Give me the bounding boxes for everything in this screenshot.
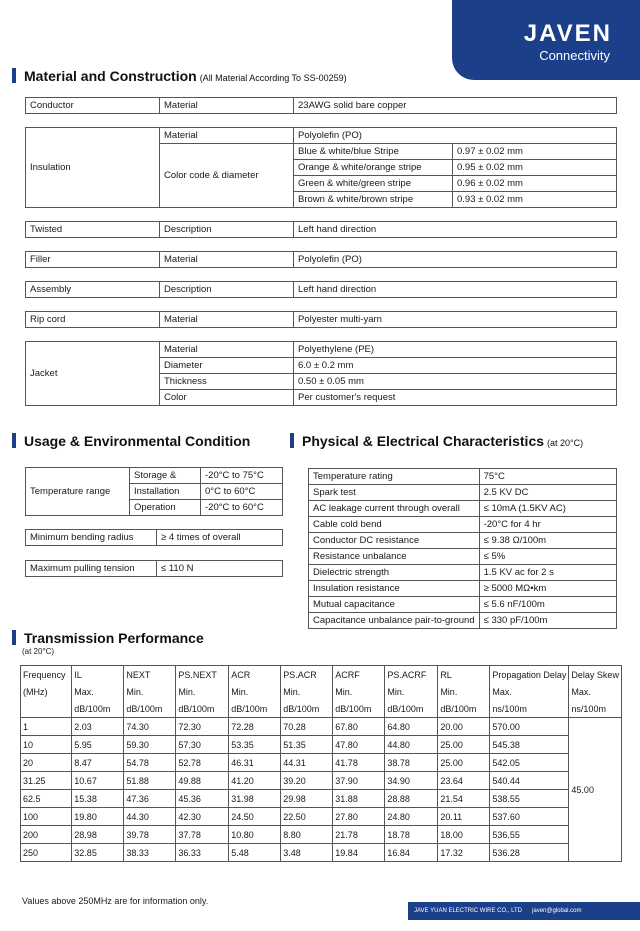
table-row: Insulation Material Polyolefin (PO) (26, 128, 617, 144)
table-row: Temperature rating 75°C (309, 469, 617, 485)
table-row: Conductor Material 23AWG solid bare copper (26, 98, 617, 114)
transmission-table (20, 665, 622, 862)
table-row: Temperature range Storage & -20°C to 75°C (26, 468, 283, 484)
table-row: 1 2.03 74.30 72.30 72.28 70.28 67.80 64.80 20.00 570.00 45.00 (21, 718, 622, 736)
table-row: Green & white/green stripe 0.96 ± 0.02 mm (26, 176, 617, 192)
table-row: Conductor DC resistance ≤ 9.38 Ω/100m (309, 533, 617, 549)
delay-skew-value: 45.00 (569, 718, 622, 862)
table-row: Rip cord Material Polyester multi-yarn (26, 312, 617, 328)
temperature-table (25, 467, 283, 516)
table-row: Assembly Description Left hand direction (26, 282, 617, 298)
footer-note: Values above 250MHz are for information only. (22, 896, 209, 906)
bending-table (25, 529, 283, 546)
brand-name: JAVEN (523, 20, 612, 47)
table-row: 10 5.95 59.30 57.30 53.35 51.35 47.80 44.80 25.00 545.38 (21, 736, 622, 754)
section-material-header (12, 68, 347, 86)
table-row: Mutual capacitance ≤ 5.6 nF/100m (309, 597, 617, 613)
table-row: Twisted Description Left hand direction (26, 222, 617, 238)
table-row: 250 32.85 38.33 36.33 5.48 3.48 19.84 16.84 17.32 536.28 (21, 844, 622, 862)
table-header-row: Frequency IL NEXT PS.NEXT ACR PS.ACR ACRF PS.ACRF RL Propagation Delay Delay Skew (21, 666, 622, 684)
physical-table (308, 468, 617, 629)
table-header-row: dB/100m dB/100m dB/100m dB/100m dB/100m dB/100m dB/100m dB/100m ns/100m ns/100m (21, 700, 622, 718)
table-row: 100 19.80 44.30 42.30 24.50 22.50 27.80 24.80 20.11 537.60 (21, 808, 622, 826)
table-row: Orange & white/orange stripe 0.95 ± 0.02 mm (26, 160, 617, 176)
section-material-note: (All Material According To SS-00259) (199, 73, 347, 83)
table-row: Jacket Material Polyethylene (PE) (26, 342, 617, 358)
footer-company: JAVE YUAN ELECTRIC WIRE CO., LTD (414, 908, 523, 914)
section-material-title: Material and Construction (24, 68, 197, 84)
footer-email[interactable]: javen@global.com (532, 908, 582, 914)
table-row: Thickness 0.50 ± 0.05 mm (26, 374, 617, 390)
brand-logo (452, 0, 640, 80)
table-row: Operation -20°C to 60°C (26, 500, 283, 516)
ripcord-table (25, 311, 617, 328)
conductor-table (25, 97, 617, 114)
section-physical-note: (at 20°C) (547, 438, 584, 448)
table-row: Capacitance unbalance pair-to-ground ≤ 330 pF/100m (309, 613, 617, 629)
table-row: Minimum bending radius ≥ 4 times of overall (26, 530, 283, 546)
table-row: Resistance unbalance ≤ 5% (309, 549, 617, 565)
table-row: Maximum pulling tension ≤ 110 N (26, 561, 283, 577)
table-row: Insulation resistance ≥ 5000 MΩ•km (309, 581, 617, 597)
table-row: Color code & diameter Blue & white/blue Stripe 0.97 ± 0.02 mm (26, 144, 617, 160)
table-row: 200 28.98 39.78 37.78 10.80 8.80 21.78 18.78 18.00 536.55 (21, 826, 622, 844)
section-usage-title: Usage & Environmental Condition (24, 433, 251, 449)
table-row: 62.5 15.38 47.36 45.36 31.98 29.98 31.88 28.88 21.54 538.55 (21, 790, 622, 808)
insulation-table (25, 127, 617, 208)
table-row: 31.25 10.67 51.88 49.88 41.20 39.20 37.90 34.90 23.64 540.44 (21, 772, 622, 790)
section-transmission-title: Transmission Performance (24, 630, 204, 646)
section-transmission-note: (at 20°C) (22, 647, 55, 656)
jacket-table (25, 341, 617, 406)
table-row: Color Per customer's request (26, 390, 617, 406)
section-transmission-header (12, 630, 204, 648)
table-row: AC leakage current through overall ≤ 10mA (1.5KV AC) (309, 501, 617, 517)
table-row: Dielectric strength 1.5 KV ac for 2 s (309, 565, 617, 581)
section-physical-title: Physical & Electrical Characteristics (302, 433, 545, 449)
twisted-table (25, 221, 617, 238)
pulling-table (25, 560, 283, 577)
filler-table (25, 251, 617, 268)
section-physical-header (290, 433, 583, 451)
table-row: 20 8.47 54.78 52.78 46.31 44.31 41.78 38.78 25.00 542.05 (21, 754, 622, 772)
footer-bar (408, 902, 640, 920)
table-row: Installation 0°C to 60°C (26, 484, 283, 500)
table-header-row: (MHz) Max. Min. Min. Min. Min. Min. Min. Min. Max. Max. (21, 683, 622, 700)
table-row: Filler Material Polyolefin (PO) (26, 252, 617, 268)
table-row: Diameter 6.0 ± 0.2 mm (26, 358, 617, 374)
table-row: Brown & white/brown stripe 0.93 ± 0.02 mm (26, 192, 617, 208)
section-usage-header (12, 433, 250, 451)
table-row: Cable cold bend -20°C for 4 hr (309, 517, 617, 533)
brand-tagline: Connectivity (539, 48, 610, 63)
table-row: Spark test 2.5 KV DC (309, 485, 617, 501)
assembly-table (25, 281, 617, 298)
